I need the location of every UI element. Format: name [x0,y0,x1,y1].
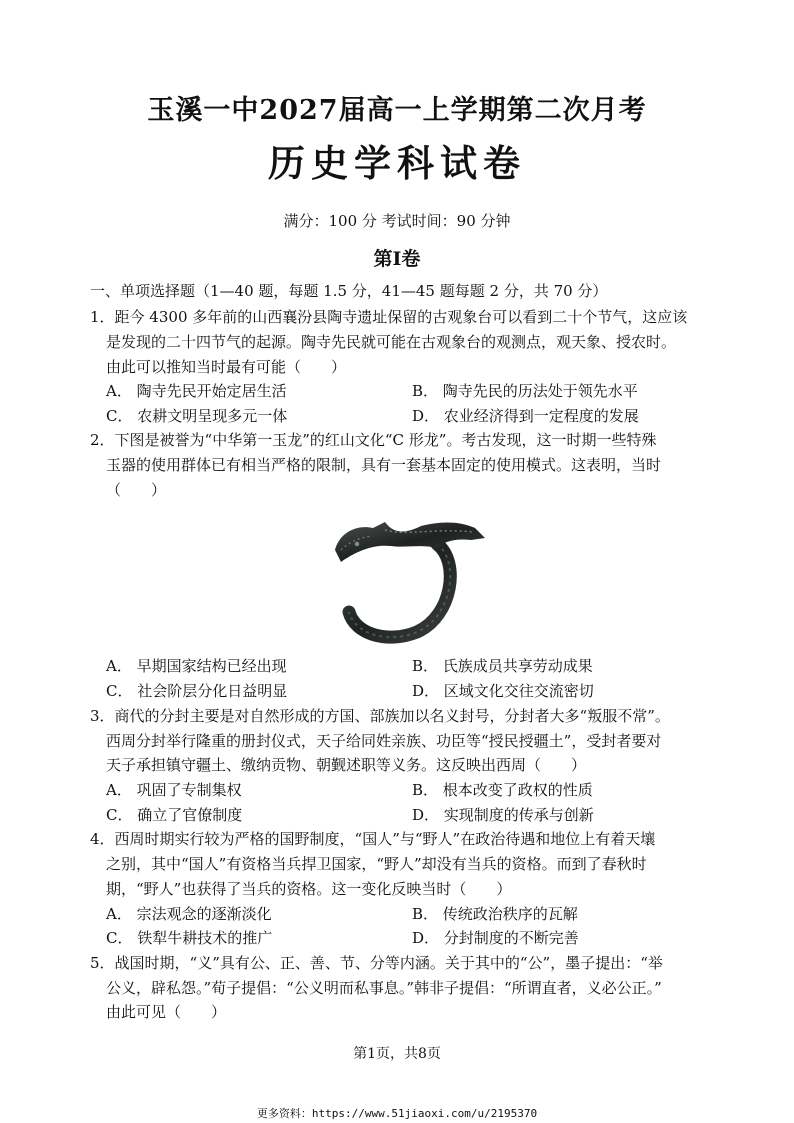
question-4-option-d[interactable]: D． 分封制度的不断完善 [412,929,579,947]
question-2-line-1: 2．下图是被誉为“中华第一玉龙”的红山文化“C 形龙”。考古发现，这一时期一些特殊 [90,431,657,449]
question-2-option-b[interactable]: B． 氏族成员共享劳动成果 [412,657,593,675]
jade-dragon-image [325,506,495,646]
question-3-option-d[interactable]: D． 实现制度的传承与创新 [412,806,594,824]
question-5-line-1: 5．战国时期，“义”具有公、正、善、节、分等内涵。关于其中的“公”，墨子提出：“举 [90,954,663,972]
question-3-option-c[interactable]: C． 确立了官僚制度 [106,806,243,824]
subject-title: 历史学科试卷 [268,141,526,185]
question-1-option-d[interactable]: D． 农业经济得到一定程度的发展 [412,407,639,425]
question-2-option-d[interactable]: D． 区域文化交往交流密切 [412,682,594,700]
question-3-option-b[interactable]: B． 根本改变了政权的性质 [412,781,593,799]
score-time-line: 满分：100 分 考试时间：90 分钟 [283,212,511,230]
question-3-line-2: 西周分封举行隆重的册封仪式，天子给同姓亲族、功臣等“授民授疆土”，受封者要对 [106,732,662,750]
question-1-option-c[interactable]: C． 农耕文明呈现多元一体 [106,407,288,425]
question-1-line-2: 是发现的二十四节气的起源。陶寺先民就可能在古观象台的观测点，观天象、授农时。 [106,333,677,351]
question-2-option-a[interactable]: A． 早期国家结构已经出现 [106,657,287,675]
c-shaped-dragon-icon [325,506,495,646]
question-3-option-a[interactable]: A． 巩固了专制集权 [106,781,242,799]
question-3-line-3: 天子承担镇守疆土、缴纳贡物、朝觐述职等义务。这反映出西周（ ） [106,756,587,774]
question-4-option-a[interactable]: A． 宗法观念的逐渐淡化 [106,905,272,923]
source-link[interactable]: 更多资料：https://www.51jiaoxi.com/u/2195370 [256,1107,538,1120]
question-1-line-3: 由此可以推知当时最有可能（ ） [106,358,347,376]
page-number: 第1页，共8页 [353,1046,441,1062]
question-4-line-2: 之别，其中“国人”有资格当兵捍卫国家，“野人”却没有当兵的资格。而到了春秋时 [106,855,647,873]
volume-title: 第Ⅰ卷 [373,248,421,270]
question-2-line-2: 玉器的使用群体已有相当严格的限制，具有一套基本固定的使用模式。这表明，当时 [106,456,662,474]
school-title: 玉溪一中2027届高一上学期第二次月考 [147,95,647,126]
question-2-line-3: （ ） [106,481,167,499]
question-3-line-1: 3．商代的分封主要是对自然形成的方国、部族加以名义封号，分封者大多“叛服不常”。 [90,707,670,725]
question-5-line-2: 公义，辟私怨。”荀子提倡：“公义明而私事息。”韩非子提倡：“所谓直者，义必公正。” [106,979,662,997]
question-1-option-a[interactable]: A． 陶寺先民开始定居生活 [106,382,287,400]
question-4-line-3: 期，“野人”也获得了当兵的资格。这一变化反映当时（ ） [106,880,512,898]
question-5-line-3: 由此可见（ ） [106,1003,227,1021]
question-4-option-b[interactable]: B． 传统政治秩序的瓦解 [412,905,578,923]
section-heading: 一、单项选择题（1—40 题，每题 1.5 分，41—45 题每题 2 分，共 70 分） [90,282,608,300]
question-4-line-1: 4．西周时期实行较为严格的国野制度，“国人”与“野人”在政治待遇和地位上有着天壤 [90,830,656,848]
question-1-line-1: 1．距今 4300 多年前的山西襄汾县陶寺遗址保留的古观象台可以看到二十个节气，这应该 [90,308,688,326]
question-4-option-c[interactable]: C． 铁犁牛耕技术的推广 [106,929,273,947]
question-1-option-b[interactable]: B． 陶寺先民的历法处于领先水平 [412,382,638,400]
question-2-option-c[interactable]: C． 社会阶层分化日益明显 [106,682,288,700]
